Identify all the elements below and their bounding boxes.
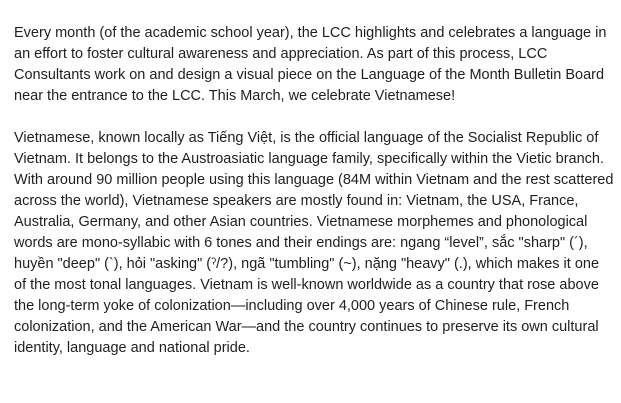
intro-paragraph: Every month (of the academic school year), the LCC highlights and celebrates a language in an effort to foster cultural awareness and appreciation. As part of this process, LCC Consultants work on and design a visual piece on the Language of the Month Bulletin Board near the entrance to the LCC. This March, we celebrate Vietnamese! (14, 25, 607, 104)
document-body (14, 23, 614, 359)
vietnamese-description-paragraph: Vietnamese, known locally as Tiếng Việt, is the official language of the Socialist Republic of Vietnam. It belongs to the Austroasiatic language family, specifically within the Vietic branch. With around 90 million people using this language (84M within Vietnam and the rest scattered across the world), Vietnamese speakers are mostly found in: Vietnam, the USA, France, Australia, Germany, and other Asian countries. Vietnamese morphemes and phonological words are mono-syllabic with 6 tones and their endings are: ngang “level”, sắc "sharp" (´), huyền "deep" (`), hỏi "asking" (ˀ/?), ngã "tumbling" (~), nặng "heavy" (.), which makes it one of the most tonal languages. Vietnam is well-known worldwide as a country that rose above the long-term yoke of colonization—including over 4,000 years of Chinese rule, French colonization, and the American War—and the country continues to preserve its own cultural identity, language and national pride. (14, 130, 614, 356)
